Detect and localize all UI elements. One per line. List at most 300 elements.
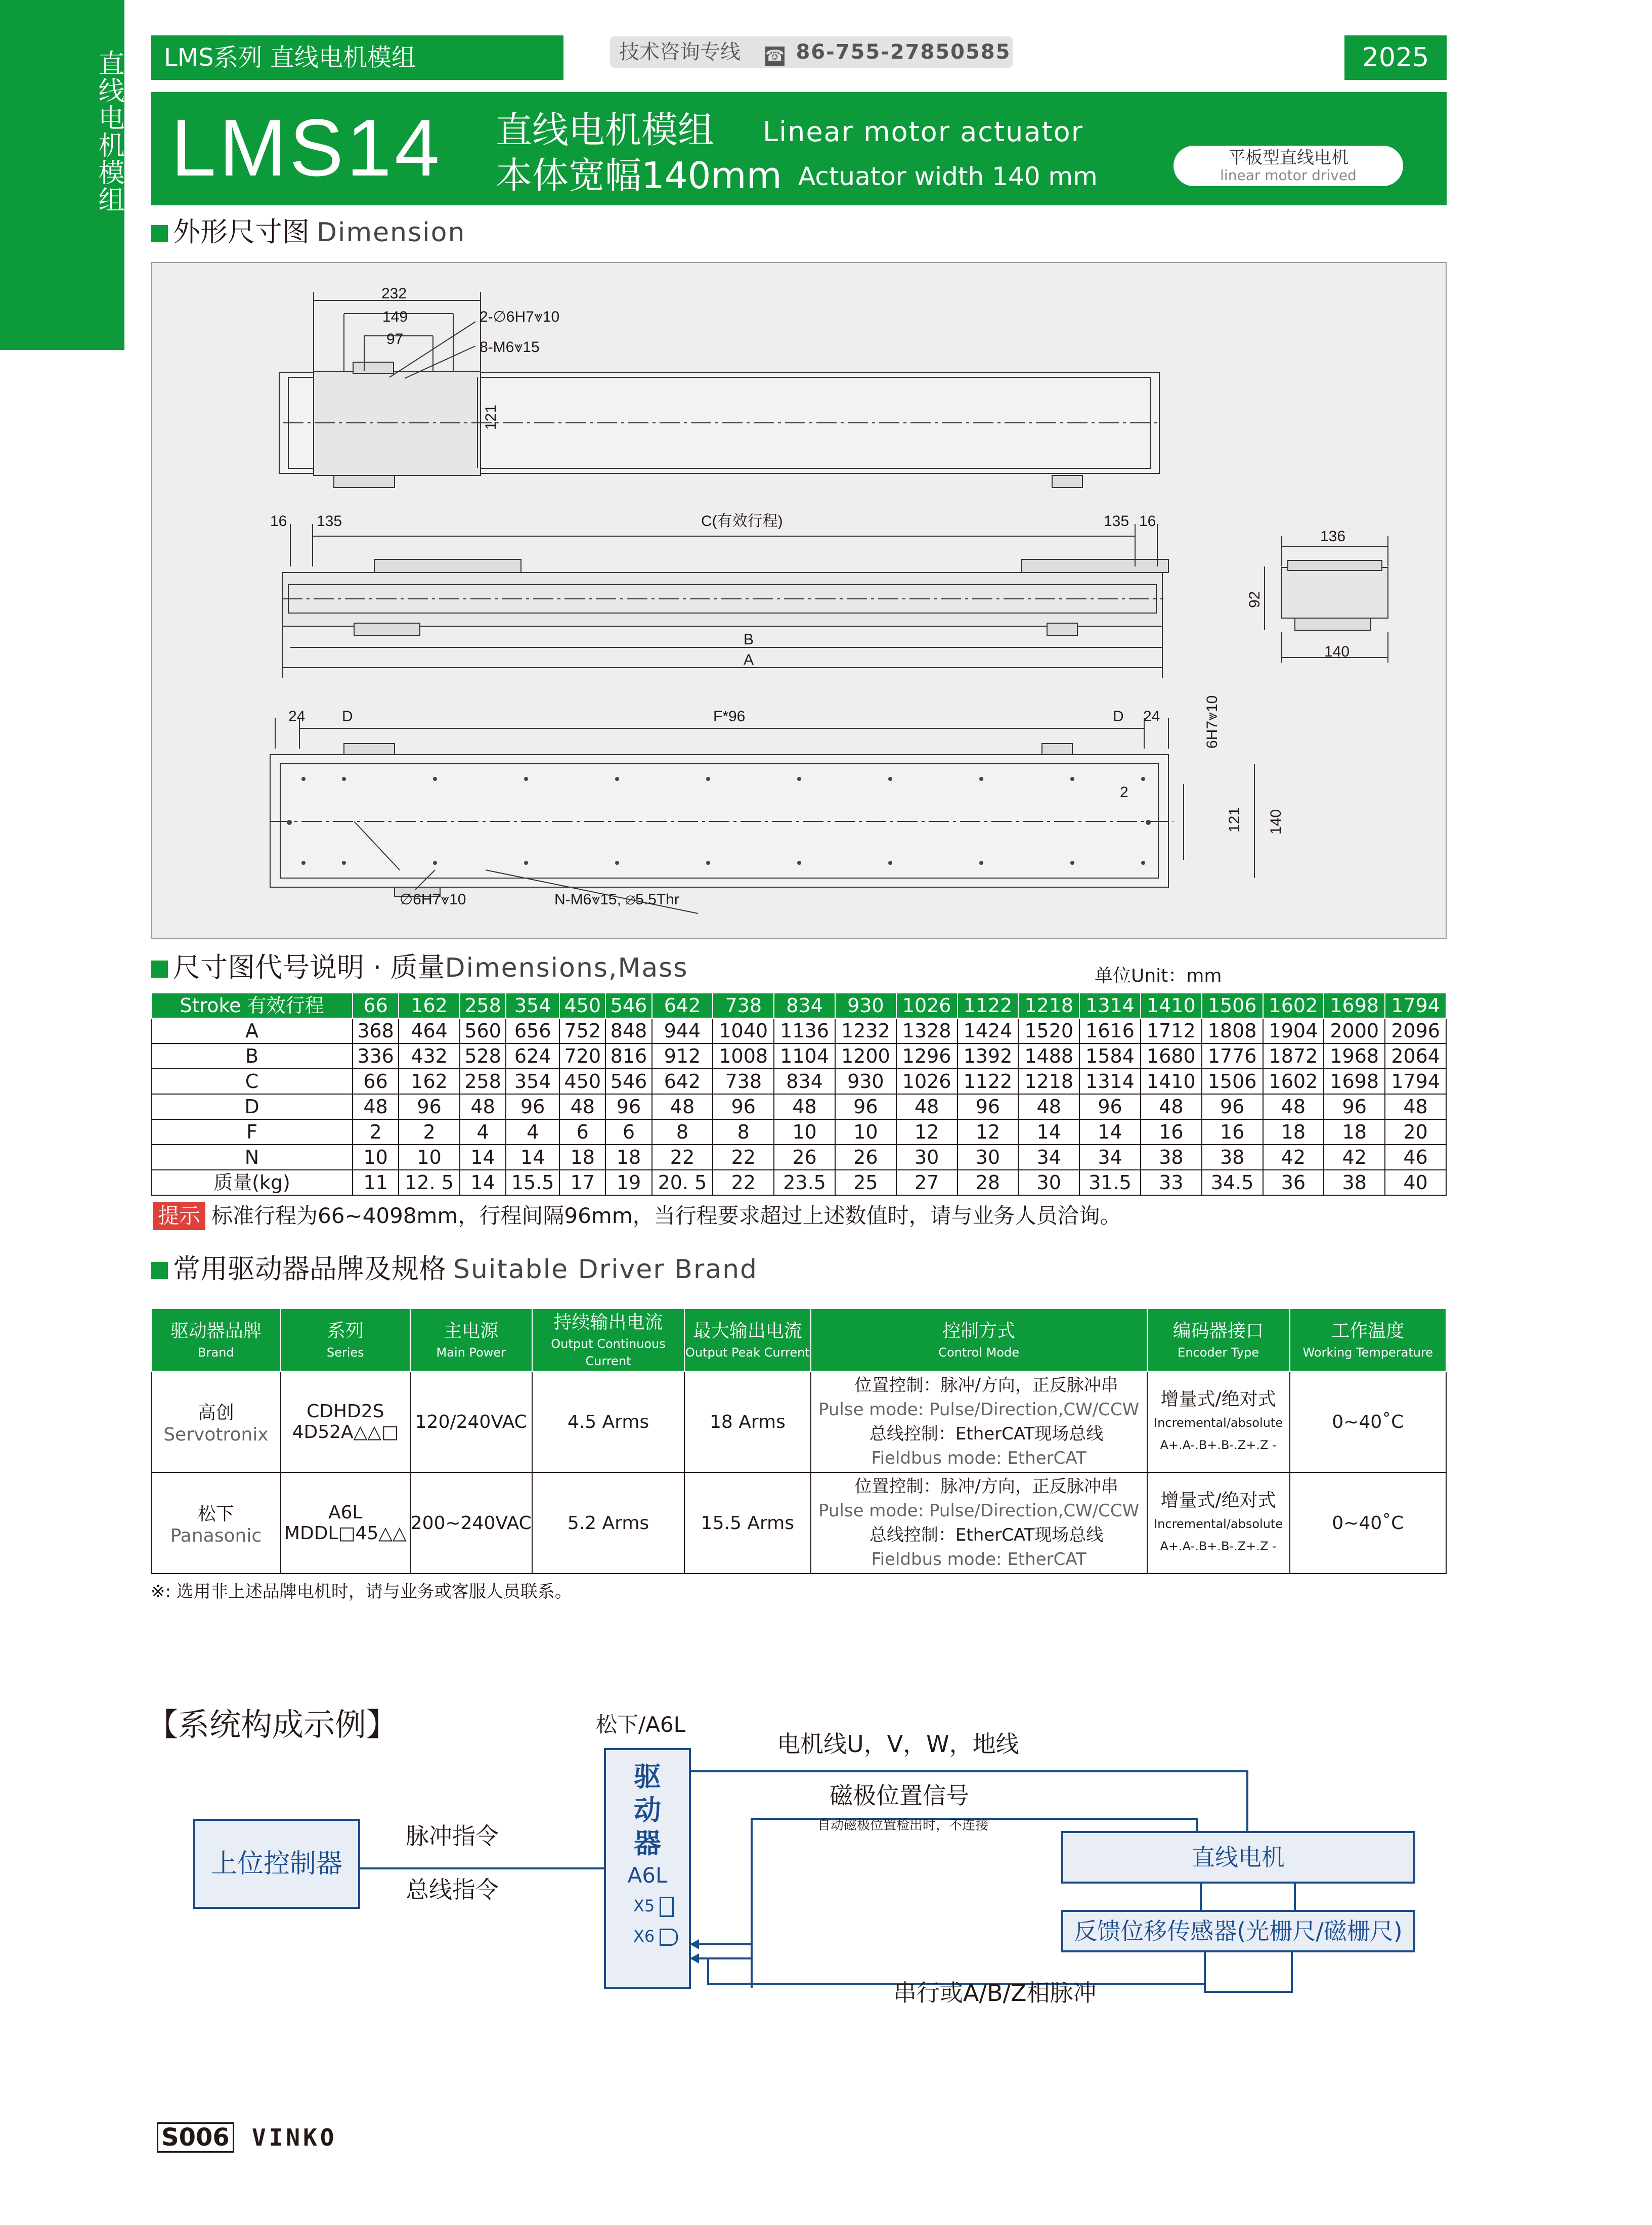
dims-cell: 848 [605,1018,651,1043]
dimension-heading-en: Dimension [317,217,466,248]
dims-cell: 1008 [713,1043,774,1069]
driver-header-cell [410,1308,532,1371]
dim-92: 92 [1246,591,1263,608]
encoder-cell [1147,1371,1290,1472]
driver-header-cn: 编码器接口 [1172,1321,1264,1341]
control-line-1: 位置控制：脉冲/方向，正反脉冲串 [854,1476,1118,1497]
dims-cell: 42 [1263,1145,1324,1170]
dims-cell: 66 [353,1069,399,1094]
dims-row [151,1069,1446,1094]
dims-cell: 14 [1018,1119,1079,1145]
peak-current-cell: 15.5 Arms [684,1472,810,1574]
stroke-value: 162 [399,993,460,1018]
stroke-value: 258 [460,993,506,1018]
dims-cell: 48 [896,1094,958,1119]
brand-cn: 松下 [197,1504,234,1524]
stroke-value: 1218 [1018,993,1079,1018]
driver-header-cn: 工作温度 [1331,1321,1405,1341]
encoder-line-1: 增量式/绝对式 [1160,1490,1276,1511]
dims-row-label: A [151,1018,353,1043]
stroke-value: 834 [774,993,835,1018]
sensor-head [1204,1952,1293,1993]
dims-cell: 738 [713,1069,774,1094]
dims-table-header [151,993,1446,1018]
stroke-value: 546 [605,993,651,1018]
dims-cell: 2000 [1324,1018,1385,1043]
control-line-3: 总线控制：EtherCAT现场总线 [869,1525,1104,1545]
dim-16-left: 16 [270,513,287,530]
driver-header-en: Control Mode [938,1345,1020,1360]
linear-motor-box: 直线电机 [1061,1831,1415,1884]
dims-cell: 8 [713,1119,774,1145]
product-name-cn: 直线电机模组 [496,109,715,151]
dims-cell: 40 [1385,1170,1446,1195]
dims-cell: 12 [896,1119,958,1145]
dims-cell: 1122 [958,1069,1019,1094]
dims-row [151,1018,1446,1043]
footer-brand: VINKO [252,2124,337,2151]
driver-table-header [151,1308,1446,1371]
dimension-drawing [151,262,1447,939]
feedback-sensor-box: 反馈位移传感器(光栅尺/磁栅尺) [1061,1910,1415,1952]
dims-cell: 38 [1324,1170,1385,1195]
dims-cell: 368 [353,1018,399,1043]
stroke-value: 642 [652,993,713,1018]
dims-cell: 22 [713,1170,774,1195]
driver-header-en: Output Peak Current [685,1345,810,1360]
driver-table [151,1308,1447,1574]
x5-connector-icon [660,1897,674,1917]
dimension-heading-cn: 外形尺寸图 [173,216,310,248]
x5-port [606,1891,689,1921]
title-banner [151,92,1447,205]
driver-header-cn: 持续输出电流 [553,1312,663,1333]
dims-cell: 96 [605,1094,651,1119]
control-line-2: Pulse mode: Pulse/Direction,CW/CCW [818,1400,1140,1420]
dims-cell: 96 [835,1094,896,1119]
dims-cell: 4 [460,1119,506,1145]
x6-port [606,1921,689,1951]
dims-row [151,1170,1446,1195]
driver-box [604,1748,691,1989]
stroke-value: 1698 [1324,993,1385,1018]
dims-cell: 1808 [1202,1018,1263,1043]
driver-header-cell [684,1308,810,1371]
dims-cell: 720 [559,1043,605,1069]
dims-cell: 18 [605,1145,651,1170]
dims-cell: 1488 [1018,1043,1079,1069]
dims-cell: 8 [652,1119,713,1145]
dims-cell: 11 [353,1170,399,1195]
dims-cell: 48 [460,1094,506,1119]
dims-cell: 96 [713,1094,774,1119]
stroke-value: 354 [506,993,559,1018]
dims-cell: 6 [605,1119,651,1145]
dims-cell: 336 [353,1043,399,1069]
motor-line-label: 电机线U，V，W，地线 [777,1730,1019,1758]
side-tab-label: 直线电机模组 [94,50,124,213]
driver-box-title: 驱 动 器 [634,1761,661,1859]
bullet-square-icon [151,225,168,242]
encoder-cell [1147,1472,1290,1574]
dims-cell: 1026 [896,1069,958,1094]
driver-header-cn: 驱动器品牌 [170,1321,262,1341]
dims-cell: 34 [1018,1145,1079,1170]
dims-cell: 1904 [1263,1018,1324,1043]
dims-cell: 642 [652,1069,713,1094]
dim-D-left: D [342,708,353,725]
dims-row-label: N [151,1145,353,1170]
bus-command-label: 总线指令 [406,1876,499,1903]
dims-cell: 930 [835,1069,896,1094]
dims-cell: 48 [353,1094,399,1119]
driver-heading-en: Suitable Driver Brand [453,1254,758,1285]
dims-cell: 34 [1079,1145,1141,1170]
stroke-value: 738 [713,993,774,1018]
x5-label: X5 [633,1896,655,1915]
dims-cell: 162 [399,1069,460,1094]
control-line-1: 位置控制：脉冲/方向，正反脉冲串 [854,1375,1118,1395]
encoder-line-2: Incremental/absolute [1154,1416,1283,1430]
dims-cell: 96 [1079,1094,1141,1119]
serial-signal-label: 串行或A/B/Z相脉冲 [893,1979,1097,2006]
stroke-header: Stroke 有效行程 [151,993,353,1018]
dims-table [151,992,1447,1196]
dims-cell: 33 [1141,1170,1202,1195]
encoder-line-3: A+.A-.B+.B-.Z+.Z - [1160,1438,1277,1452]
dim-135-right: 135 [1104,513,1129,530]
driver-header-cn: 控制方式 [942,1321,1016,1341]
driver-note: ※: 选用非上述品牌电机时，请与业务或客服人员联系。 [151,1582,572,1602]
brand-cn: 高创 [197,1403,234,1423]
model-name: LMS14 [171,102,443,193]
dims-row-label: F [151,1119,353,1145]
dims-cell: 6 [559,1119,605,1145]
driver-box-model: A6L [627,1863,668,1888]
width-cn: 本体宽幅140mm [496,154,782,197]
dims-cell: 944 [652,1018,713,1043]
stroke-value: 1026 [896,993,958,1018]
dims-cell: 10 [353,1145,399,1170]
stroke-value: 1602 [1263,993,1324,1018]
product-name-en: Linear motor actuator [763,116,1083,148]
dims-cell: 1410 [1141,1069,1202,1094]
dims-cell: 2064 [1385,1043,1446,1069]
dims-cell: 1680 [1141,1043,1202,1069]
dims-cell: 1328 [896,1018,958,1043]
bullet-square-icon [151,1262,168,1279]
dims-cell: 14 [506,1145,559,1170]
stroke-value: 1314 [1079,993,1141,1018]
dims-row [151,1145,1446,1170]
temperature-cell: 0~40˚C [1290,1371,1446,1472]
continuous-current-cell: 4.5 Arms [532,1371,684,1472]
tip-tag: 提示 [153,1202,205,1230]
pole-signal-note: 自动磁极位置检出时，不连接 [817,1818,989,1833]
host-controller-box: 上位控制器 [193,1819,360,1909]
dims-cell: 1506 [1202,1069,1263,1094]
dims-cell: 26 [835,1145,896,1170]
dims-heading-cn: 尺寸图代号说明 · 质量 [173,951,445,983]
driver-row-servotronix [151,1371,1446,1472]
stroke-value: 66 [353,993,399,1018]
driver-header-cell [1147,1308,1290,1371]
dims-cell: 12 [958,1119,1019,1145]
dims-cell: 96 [1324,1094,1385,1119]
driver-header-en: Main Power [436,1345,506,1360]
driver-header-en: Working Temperature [1302,1345,1433,1360]
dims-cell: 4 [506,1119,559,1145]
dims-cell: 38 [1202,1145,1263,1170]
dims-row-label: B [151,1043,353,1069]
peak-current-cell: 18 Arms [684,1371,810,1472]
encoder-line-2: Incremental/absolute [1154,1517,1283,1531]
dims-cell: 1296 [896,1043,958,1069]
dims-cell: 31.5 [1079,1170,1141,1195]
series-cell [281,1371,410,1472]
x6-connector-icon [660,1929,678,1946]
dim-140-bottom: 140 [1268,809,1284,835]
dims-heading-en: Dimensions,Mass [445,953,688,983]
dims-cell: 656 [506,1018,559,1043]
hole-note-5: N-M6⩔15, ∅5.5Thr [554,891,679,908]
dims-cell: 546 [605,1069,651,1094]
dims-cell: 1520 [1018,1018,1079,1043]
dims-cell: 12. 5 [399,1170,460,1195]
hole-note-4: ∅6H7⩔10 [400,891,466,908]
driver-header-en: Output Continuous Current [551,1337,666,1368]
dims-cell: 258 [460,1069,506,1094]
brand-cell [151,1472,281,1574]
driver-header-cn: 主电源 [444,1321,499,1341]
dims-cell: 834 [774,1069,835,1094]
encoder-line-3: A+.A-.B+.B-.Z+.Z - [1160,1539,1277,1553]
dims-cell: 27 [896,1170,958,1195]
dims-cell: 1136 [774,1018,835,1043]
power-cell: 200~240VAC [410,1472,532,1574]
dims-cell: 10 [774,1119,835,1145]
dims-cell: 42 [1324,1145,1385,1170]
dims-cell: 1968 [1324,1043,1385,1069]
stroke-value: 1794 [1385,993,1446,1018]
dims-cell: 96 [506,1094,559,1119]
dims-cell: 1314 [1079,1069,1141,1094]
dims-cell: 30 [896,1145,958,1170]
dims-row-label: C [151,1069,353,1094]
hole-note-1: 2-∅6H7⩔10 [480,309,560,325]
encoder-line-1: 增量式/绝对式 [1160,1389,1276,1410]
dim-A: A [744,651,754,668]
dims-cell: 752 [559,1018,605,1043]
driver-header-cell [151,1308,281,1371]
dims-cell: 30 [1018,1170,1079,1195]
motor-mount [1200,1884,1296,1910]
dim-24-left: 24 [288,708,306,725]
dim-F: F*96 [713,708,746,725]
dim-D-right: D [1113,708,1124,725]
drive-type-badge [1173,146,1403,186]
dims-cell: 34.5 [1202,1170,1263,1195]
driver-header-cn: 最大输出电流 [692,1321,802,1341]
dims-cell: 1776 [1202,1043,1263,1069]
dimension-heading [151,214,465,250]
series-cell [281,1472,410,1574]
dims-cell: 816 [605,1043,651,1069]
dim-stroke: C(有效行程) [701,513,783,530]
dims-cell: 48 [1141,1094,1202,1119]
dims-cell: 22 [713,1145,774,1170]
series-line-2: MDDL□45△△ [284,1523,407,1544]
dims-cell: 2 [399,1119,460,1145]
dims-cell: 17 [559,1170,605,1195]
dims-cell: 28 [958,1170,1019,1195]
dims-cell: 19 [605,1170,651,1195]
dims-cell: 1392 [958,1043,1019,1069]
dims-cell: 15.5 [506,1170,559,1195]
control-line-4: Fieldbus mode: EtherCAT [871,1448,1086,1468]
hole-note-3: 6H7⩔10 [1204,695,1221,749]
page-number: S006 [157,2122,234,2153]
dims-cell: 1104 [774,1043,835,1069]
dim-140-end: 140 [1324,643,1350,660]
dims-cell: 96 [958,1094,1019,1119]
brand-cell [151,1371,281,1472]
dims-cell: 1872 [1263,1043,1324,1069]
driver-header-cell [281,1308,410,1371]
driver-heading [151,1251,758,1287]
stroke-value: 1410 [1141,993,1202,1018]
dims-cell: 14 [460,1145,506,1170]
stroke-value: 450 [559,993,605,1018]
dims-cell: 18 [1263,1119,1324,1145]
dims-cell: 10 [835,1119,896,1145]
dims-cell: 560 [460,1018,506,1043]
dims-cell: 1200 [835,1043,896,1069]
driver-heading-cn: 常用驱动器品牌及规格 [173,1253,446,1285]
driver-header-en: Brand [198,1345,234,1360]
driver-header-cell [532,1308,684,1371]
dims-cell: 38 [1141,1145,1202,1170]
dims-cell: 18 [559,1145,605,1170]
dim-121-bottom: 121 [1226,807,1243,833]
dim-136: 136 [1320,528,1346,545]
dims-cell: 2 [353,1119,399,1145]
dims-cell: 18 [1324,1119,1385,1145]
driver-header-cell [811,1308,1147,1371]
dims-cell: 23.5 [774,1170,835,1195]
hole-note-2: 8-M6⩔15 [480,339,540,356]
series-label: LMS系列 直线电机模组 [151,35,563,80]
dims-cell: 25 [835,1170,896,1195]
dims-cell: 432 [399,1043,460,1069]
control-line-4: Fieldbus mode: EtherCAT [871,1549,1086,1569]
dims-cell: 1616 [1079,1018,1141,1043]
dims-cell: 48 [559,1094,605,1119]
brand-en: Panasonic [170,1525,262,1546]
dim-232: 232 [381,285,407,302]
dims-cell: 10 [399,1145,460,1170]
dims-cell: 20. 5 [652,1170,713,1195]
dims-cell: 96 [399,1094,460,1119]
stroke-value: 930 [835,993,896,1018]
x6-label: X6 [633,1927,655,1946]
driver-header-en: Encoder Type [1178,1345,1259,1360]
dims-row [151,1119,1446,1145]
driver-header-cn: 系列 [327,1321,364,1341]
dim-149: 149 [382,309,408,325]
tip-text: 标准行程为66~4098mm，行程间隔96mm，当行程要求超过上述数值时，请与业务人员洽询。 [211,1203,1121,1228]
system-title: 【系统构成示例】 [147,1706,398,1743]
dims-cell: 354 [506,1069,559,1094]
dims-cell: 1232 [835,1018,896,1043]
dims-cell: 26 [774,1145,835,1170]
dims-cell: 1424 [958,1018,1019,1043]
dims-cell: 22 [652,1145,713,1170]
dims-cell: 1584 [1079,1043,1141,1069]
dims-cell: 1794 [1385,1069,1446,1094]
power-cell: 120/240VAC [410,1371,532,1472]
dims-cell: 96 [1202,1094,1263,1119]
dim-135-left: 135 [317,513,342,530]
dims-row-label: 质量(kg) [151,1170,353,1195]
dims-cell: 1040 [713,1018,774,1043]
dims-cell: 48 [1385,1094,1446,1119]
dims-cell: 48 [774,1094,835,1119]
stroke-value: 1122 [958,993,1019,1018]
pole-signal-label: 磁极位置信号 [830,1782,969,1809]
series-line-2: 4D52A△△□ [292,1422,399,1443]
dim-121-top: 121 [483,404,499,430]
drive-type-cn: 平板型直线电机 [1228,148,1349,168]
drive-type-en: linear motor drived [1220,167,1357,184]
dims-cell: 2096 [1385,1018,1446,1043]
dims-cell: 1602 [1263,1069,1324,1094]
hotline-label: 技术咨询专线 [619,40,741,64]
unit-label: 单位Unit：mm [1095,966,1222,986]
series-line-1: CDHD2S [307,1401,384,1422]
dim-2: 2 [1120,784,1128,801]
dims-cell: 450 [559,1069,605,1094]
phone-icon: ☎ [765,47,785,65]
year-badge: 2025 [1344,35,1447,80]
dim-24-right: 24 [1143,708,1160,725]
dims-cell: 16 [1141,1119,1202,1145]
width-en: Actuator width 140 mm [798,162,1098,191]
dims-cell: 912 [652,1043,713,1069]
dims-cell: 1218 [1018,1069,1079,1094]
pulse-command-label: 脉冲指令 [406,1822,499,1850]
driver-brand-label: 松下/A6L [596,1712,686,1737]
control-line-3: 总线控制：EtherCAT现场总线 [869,1424,1104,1444]
dims-cell: 30 [958,1145,1019,1170]
dims-cell: 1698 [1324,1069,1385,1094]
hotline-phone: 86-755-27850585 [796,40,1011,64]
dims-cell: 46 [1385,1145,1446,1170]
dims-cell: 48 [652,1094,713,1119]
continuous-current-cell: 5.2 Arms [532,1472,684,1574]
control-mode-cell [811,1472,1147,1574]
dims-row [151,1094,1446,1119]
driver-row-panasonic [151,1472,1446,1574]
dims-cell: 14 [1079,1119,1141,1145]
stroke-value: 1506 [1202,993,1263,1018]
dim-16-right: 16 [1139,513,1156,530]
dims-cell: 624 [506,1043,559,1069]
dims-cell: 20 [1385,1119,1446,1145]
dims-cell: 528 [460,1043,506,1069]
brand-en: Servotronix [163,1424,269,1445]
bullet-square-icon [151,961,168,978]
